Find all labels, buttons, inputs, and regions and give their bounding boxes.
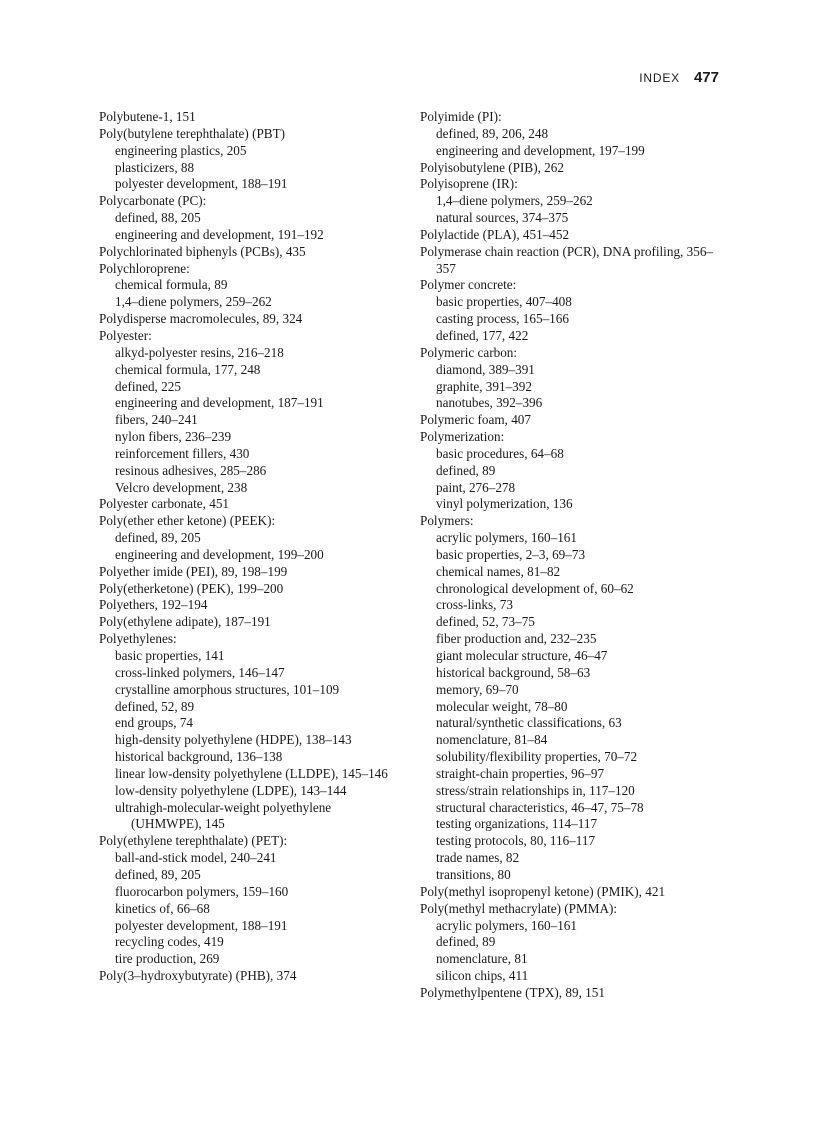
index-subentry: defined, 177, 422 [436, 327, 529, 343]
index-subentry: fibers, 240–241 [115, 412, 198, 428]
index-subentry: defined, 89, 205 [115, 530, 201, 546]
index-subentry: cross-links, 73 [436, 597, 513, 613]
index-entry: Poly(butylene terephthalate) (PBT) [99, 125, 286, 141]
index-subentry: solubility/flexibility properties, 70–72 [436, 749, 638, 765]
index-subentry: defined, 89, 205 [115, 866, 201, 882]
index-subentry: Velcro development, 238 [115, 479, 248, 495]
index-subentry: acrylic polymers, 160–161 [436, 917, 577, 933]
index-subentry: silicon chips, 411 [436, 968, 529, 984]
index-subentry: chemical formula, 89 [115, 277, 228, 293]
index-subentry: testing organizations, 114–117 [436, 816, 598, 832]
index-entry: Polybutene-1, 151 [99, 109, 196, 124]
index-subentry: straight-chain properties, 96–97 [436, 765, 605, 781]
header-label: INDEX [639, 71, 680, 85]
index-subentry: tire production, 269 [115, 951, 220, 967]
index-subentry: defined, 52, 89 [115, 698, 195, 714]
index-subentry: paint, 276–278 [436, 479, 516, 495]
index-entry: Polymeric carbon: [420, 344, 518, 360]
page-number: 477 [693, 69, 719, 86]
index-subentry: nomenclature, 81–84 [436, 732, 548, 748]
index-subentry: giant molecular structure, 46–47 [436, 648, 608, 663]
index-entry: Polylactide (PLA), 451–452 [420, 226, 570, 242]
index-subentry: defined, 89 [436, 934, 496, 950]
index-entry: Polyester: [99, 327, 152, 343]
index-entry: Polyisobutylene (PIB), 262 [420, 159, 564, 175]
index-subentry: historical background, 58–63 [436, 664, 591, 680]
index-subentry: molecular weight, 78–80 [436, 698, 568, 714]
index-entry: Poly(etherketone) (PEK), 199–200 [99, 580, 284, 596]
index-subentry: resinous adhesives, 285–286 [115, 462, 267, 478]
index-subentry: natural/synthetic classifications, 63 [436, 715, 622, 731]
index-entry: Polymerization: [420, 429, 505, 445]
index-entry: Polymers: [420, 513, 474, 529]
index-subentry: polyester development, 188–191 [115, 917, 288, 933]
index-subentry: graphite, 391–392 [436, 378, 532, 394]
index-subentry: diamond, 389–391 [436, 361, 535, 377]
index-subentry: memory, 69–70 [436, 681, 519, 697]
index-entry: Polymerase chain reaction (PCR), DNA profiling, 356–357 [420, 243, 714, 276]
index-subentry: ball-and-stick model, 240–241 [115, 850, 277, 866]
index-subentry: nylon fibers, 236–239 [115, 429, 232, 445]
running-header [639, 69, 719, 86]
index-subentry: historical background, 136–138 [115, 749, 283, 765]
index-subentry: 1,4–diene polymers, 259–262 [436, 193, 593, 209]
index-subentry: crystalline amorphous structures, 101–109 [115, 681, 340, 697]
index-subentry: 1,4–diene polymers, 259–262 [115, 294, 272, 310]
index-subentry: chemical names, 81–82 [436, 563, 561, 579]
index-subentry: ultrahigh-molecular-weight polyethylene (UHMWPE), 145 [115, 799, 332, 832]
index-subentry: chemical formula, 177, 248 [115, 361, 261, 377]
index-subentry: engineering and development, 191–192 [115, 226, 324, 242]
index-subentry: vinyl polymerization, 136 [436, 496, 573, 512]
index-subentry: defined, 89 [436, 462, 496, 478]
index-subentry: plasticizers, 88 [115, 159, 195, 175]
index-subentry: cross-linked polymers, 146–147 [115, 664, 285, 680]
index-entry: Polymeric foam, 407 [420, 412, 531, 428]
index-subentry: alkyd-polyester resins, 216–218 [115, 344, 284, 360]
index-entry: Polychlorinated biphenyls (PCBs), 435 [99, 243, 306, 259]
index-entry: Polyester carbonate, 451 [99, 496, 230, 512]
index-subentry: basic properties, 141 [115, 648, 225, 663]
index-subentry: nanotubes, 392–396 [436, 395, 543, 411]
index-subentry: polyester development, 188–191 [115, 176, 288, 192]
index-subentry: basic properties, 2–3, 69–73 [436, 546, 586, 562]
index-entry: Poly(methyl methacrylate) (PMMA): [420, 900, 618, 916]
index-subentry: kinetics of, 66–68 [115, 900, 210, 916]
index-subentry: natural sources, 374–375 [436, 210, 569, 226]
index-entry: Poly(ethylene adipate), 187–191 [99, 614, 271, 630]
index-column-left [99, 109, 399, 985]
index-entry: Polydisperse macromolecules, 89, 324 [99, 311, 303, 327]
index-subentry: engineering plastics, 205 [115, 142, 247, 158]
index-entry: Polyethylenes: [99, 631, 177, 647]
index-subentry: basic properties, 407–408 [436, 294, 572, 310]
index-subentry: recycling codes, 419 [115, 934, 224, 950]
index-subentry: chronological development of, 60–62 [436, 580, 634, 596]
index-subentry: nomenclature, 81 [436, 951, 528, 967]
index-subentry: defined, 88, 205 [115, 210, 201, 226]
index-subentry: engineering and development, 199–200 [115, 546, 324, 562]
index-entry: Polyether imide (PEI), 89, 198–199 [99, 563, 288, 579]
index-subentry: defined, 225 [115, 378, 181, 394]
index-entry: Polychloroprene: [99, 260, 190, 276]
index-subentry: high-density polyethylene (HDPE), 138–143 [115, 732, 352, 748]
index-subentry: defined, 52, 73–75 [436, 614, 535, 630]
index-entry: Poly(ethylene terephthalate) (PET): [99, 833, 288, 849]
index-subentry: structural characteristics, 46–47, 75–78 [436, 799, 644, 815]
index-entry: Poly(ether ether ketone) (PEEK): [99, 513, 276, 529]
index-entry: Polyisoprene (IR): [420, 176, 518, 192]
index-subentry: reinforcement fillers, 430 [115, 445, 250, 461]
index-subentry: fluorocarbon polymers, 159–160 [115, 883, 289, 899]
index-subentry: trade names, 82 [436, 850, 520, 866]
index-subentry: stress/strain relationships in, 117–120 [436, 782, 635, 798]
index-entry: Poly(3–hydroxybutyrate) (PHB), 374 [99, 968, 297, 984]
index-entry: Polymer concrete: [420, 277, 517, 293]
index-entry: Polyimide (PI): [420, 109, 502, 124]
index-subentry: engineering and development, 197–199 [436, 142, 645, 158]
index-subentry: defined, 89, 206, 248 [436, 125, 549, 141]
index-column-right [420, 109, 730, 1002]
index-entry: Polyethers, 192–194 [99, 597, 208, 613]
index-subentry: transitions, 80 [436, 866, 511, 882]
index-subentry: fiber production and, 232–235 [436, 631, 597, 647]
index-entry: Polymethylpentene (TPX), 89, 151 [420, 984, 605, 1000]
index-subentry: acrylic polymers, 160–161 [436, 530, 577, 546]
index-subentry: low-density polyethylene (LDPE), 143–144 [115, 782, 347, 798]
index-entry: Polycarbonate (PC): [99, 193, 207, 209]
index-entry: Poly(methyl isopropenyl ketone) (PMIK), 421 [420, 883, 666, 899]
index-subentry: linear low-density polyethylene (LLDPE), 145–146 [115, 765, 388, 781]
index-subentry: basic procedures, 64–68 [436, 445, 564, 461]
index-subentry: casting process, 165–166 [436, 311, 569, 327]
index-subentry: end groups, 74 [115, 715, 194, 731]
index-subentry: testing protocols, 80, 116–117 [436, 833, 596, 849]
index-subentry: engineering and development, 187–191 [115, 395, 324, 411]
